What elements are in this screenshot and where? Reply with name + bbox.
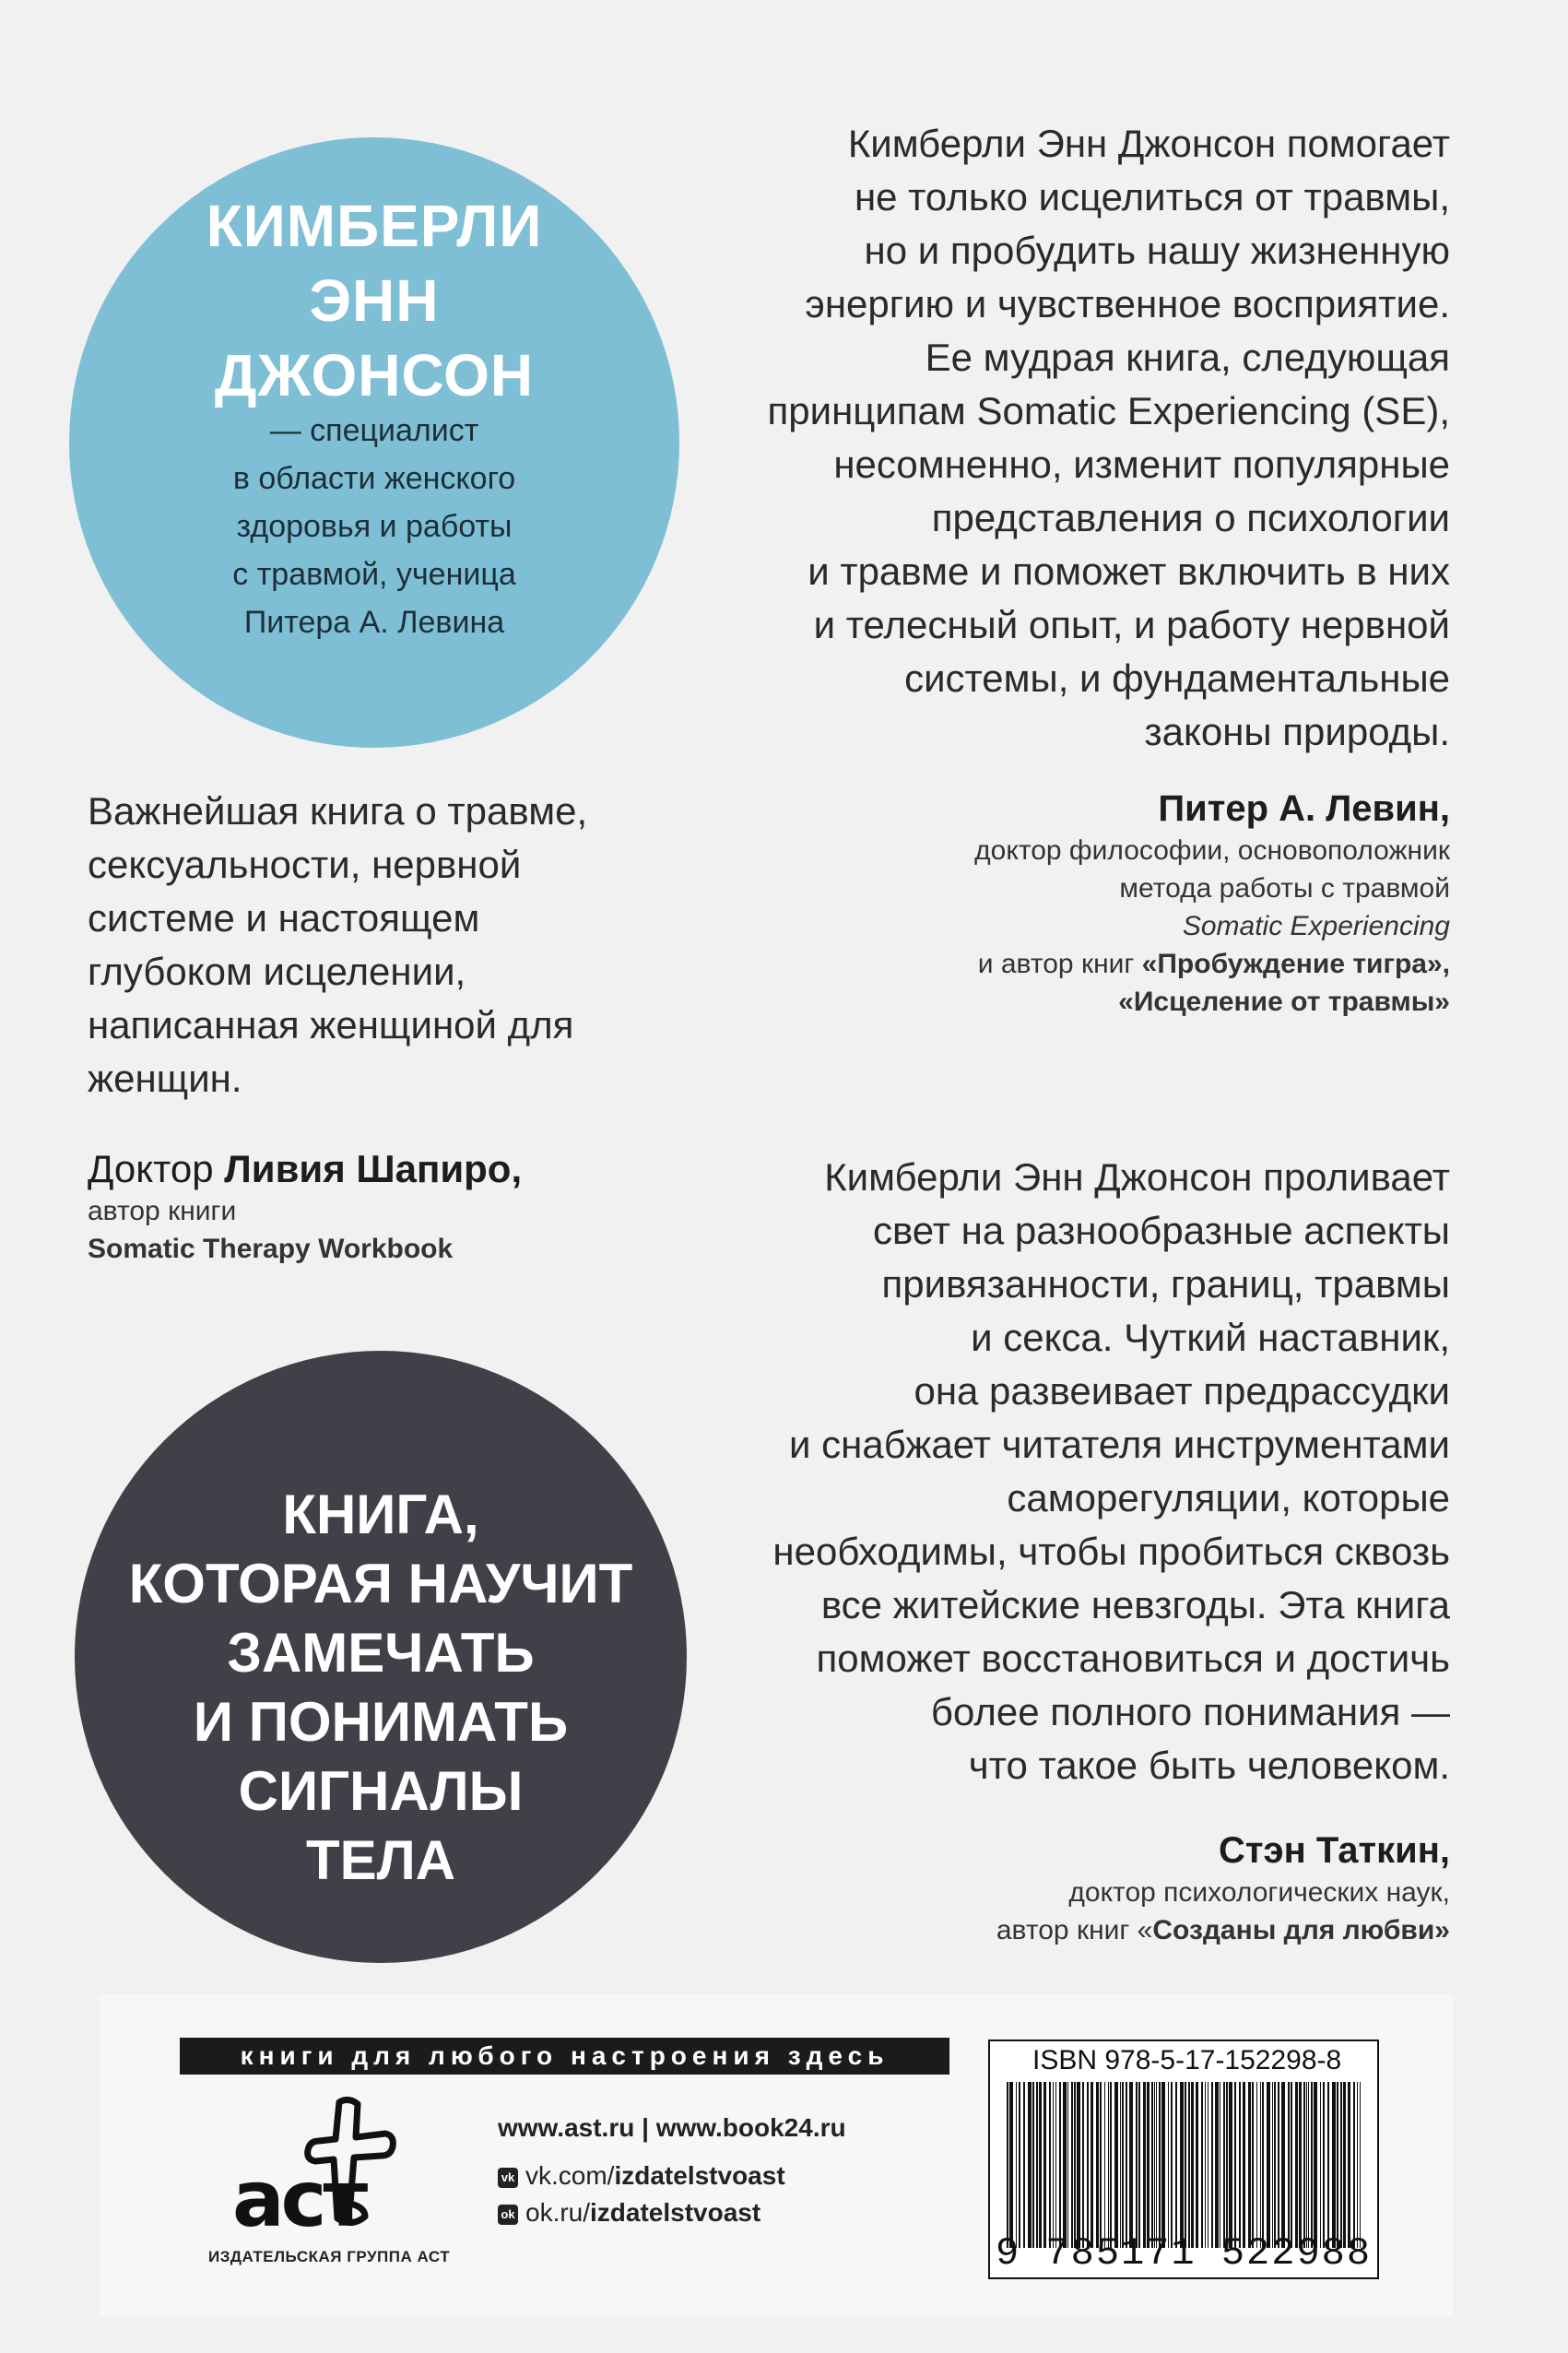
barcode-bar — [1188, 2082, 1190, 2248]
ok-link[interactable] — [498, 2198, 760, 2228]
barcode-bar — [1168, 2082, 1169, 2248]
barcode-bar — [1100, 2082, 1102, 2248]
barcode-bar — [1234, 2082, 1236, 2248]
barcode-bar — [1343, 2082, 1346, 2248]
ast-logo-text: аст — [232, 2154, 365, 2244]
quote-line: и травме и поможет включить в них — [808, 550, 1450, 593]
barcode-bar — [1201, 2082, 1203, 2248]
barcode-bar — [1211, 2082, 1213, 2248]
barcode-bar — [1262, 2082, 1264, 2248]
barcode-bar — [1055, 2082, 1056, 2248]
barcode-bar — [1043, 2082, 1046, 2248]
barcode-bar — [1191, 2082, 1194, 2248]
barcode-bar — [1096, 2082, 1099, 2248]
slogan-line: СИГНАЛЫ — [238, 1760, 524, 1822]
bio-line: — специалист — [269, 413, 479, 448]
barcode-bar — [1122, 2082, 1124, 2248]
slogan-line: ЗАМЕЧАТЬ — [227, 1622, 535, 1684]
attribution-name: Питер А. Левин, — [1158, 788, 1450, 829]
barcode-bar — [1239, 2082, 1241, 2248]
quote-line: но и пробудить нашу жизненную — [864, 229, 1450, 272]
vk-prefix: vk.com/ — [525, 2161, 615, 2190]
barcode-bar — [1007, 2082, 1008, 2248]
ok-icon: ok — [498, 2205, 518, 2225]
quote-shapiro-attribution — [88, 1146, 522, 1268]
barcode-bar — [1360, 2082, 1361, 2248]
quote-line: и секса. Чуткий наставник, — [971, 1316, 1450, 1359]
attribution-line — [996, 1911, 1450, 1949]
quote-line: привязанности, границ, травмы — [881, 1262, 1450, 1306]
quote-line: Кимберли Энн Джонсон помогает — [847, 122, 1450, 165]
barcode-bar — [1159, 2082, 1161, 2248]
barcode-bar — [1272, 2082, 1273, 2248]
barcode-bar — [1114, 2082, 1118, 2248]
barcode-bar — [1205, 2082, 1206, 2248]
barcode-bars — [1003, 2082, 1364, 2248]
barcode-bar — [1108, 2082, 1109, 2248]
attribution-name: Стэн Таткин, — [1219, 1830, 1450, 1871]
barcode-bar — [1175, 2082, 1177, 2248]
barcode-bar — [1161, 2082, 1165, 2248]
attribution-prefix: Доктор — [88, 1147, 225, 1190]
author-name-line: КИМБЕРЛИ — [206, 193, 543, 259]
barcode-bar — [1226, 2082, 1228, 2248]
author-circle — [69, 137, 679, 748]
barcode-bar — [1039, 2082, 1042, 2248]
publisher-sites — [498, 2113, 846, 2143]
attribution-line: автор книги — [88, 1196, 237, 1226]
barcode-bar — [1151, 2082, 1153, 2248]
barcode-bar — [1332, 2082, 1336, 2248]
quote-line: законы природы. — [1144, 710, 1450, 753]
quote-line: принципам Somatic Experiencing (SE), — [767, 389, 1450, 432]
publisher-tagline: книги для любого настроения здесь — [180, 2038, 949, 2075]
quote-line: написанная женщиной для — [88, 1003, 574, 1046]
barcode-bar — [1009, 2082, 1013, 2248]
quote-line: системы, и фундаментальные — [904, 656, 1450, 700]
barcode-bar — [1091, 2082, 1093, 2248]
barcode-bar — [1357, 2082, 1358, 2248]
barcode-bar — [1348, 2082, 1350, 2248]
barcode-bar — [1032, 2082, 1034, 2248]
barcode-bar — [1077, 2082, 1080, 2248]
slogan-line: КОТОРАЯ НАУЧИТ — [128, 1553, 633, 1614]
barcode-bar — [1274, 2082, 1276, 2248]
attribution-line: Somatic Experiencing — [1182, 911, 1450, 941]
barcode-bar — [1185, 2082, 1186, 2248]
barcode-bar — [1311, 2082, 1313, 2248]
quote-line: и телесный опыт, и работу нервной — [813, 603, 1450, 646]
quote-line: саморегуляции, которые — [1007, 1476, 1450, 1519]
quote-tatkin — [772, 1151, 1450, 1792]
barcode-bar — [1138, 2082, 1140, 2248]
barcode-bar — [1223, 2082, 1225, 2248]
barcode-bar — [1126, 2082, 1127, 2248]
barcode-bar — [1256, 2082, 1257, 2248]
barcode-bar — [1215, 2082, 1219, 2248]
slogan-line: И ПОНИМАТЬ — [193, 1691, 569, 1753]
attribution-name — [88, 1146, 522, 1192]
bio-line: в области женского — [232, 461, 516, 496]
barcode-bar — [1260, 2082, 1261, 2248]
slogan-line: КНИГА, — [282, 1484, 479, 1545]
attribution-text: и автор книг — [977, 949, 1142, 979]
barcode-bar — [1143, 2082, 1146, 2248]
author-name-line: ЭНН — [309, 267, 440, 334]
bio-line: Питера А. Левина — [243, 605, 505, 640]
quote-line: глубоком исцелении, — [88, 950, 466, 993]
vk-icon: vk — [498, 2168, 518, 2188]
attribution-line: доктор философии, основоположник — [974, 835, 1450, 866]
barcode-bar — [1327, 2082, 1329, 2248]
barcode-bar — [1323, 2082, 1325, 2248]
bio-line: с травмой, ученица — [232, 557, 516, 592]
barcode-bar — [1314, 2082, 1317, 2248]
barcode-bar — [1303, 2082, 1305, 2248]
book-title: Созданы для любви» — [1152, 1915, 1450, 1945]
quote-line: системе и настоящем — [88, 896, 480, 940]
barcode-bar — [1281, 2082, 1285, 2248]
barcode-bar — [1308, 2082, 1309, 2248]
quote-line: она развеивает предрассудки — [914, 1369, 1450, 1413]
barcode-bar — [1278, 2082, 1279, 2248]
barcode-bar — [1071, 2082, 1073, 2248]
quote-line: несомненно, изменит популярные — [833, 443, 1450, 486]
quote-line: сексуальности, нервной — [88, 843, 522, 886]
attribution-line: доктор психологических наук, — [1068, 1877, 1450, 1908]
attribution-text: автор книг « — [996, 1915, 1153, 1945]
quote-line: энергию и чувственное восприятие. — [805, 282, 1450, 325]
quote-tatkin-attribution — [996, 1827, 1450, 1949]
ast-logo-caption: ИЗДАТЕЛЬСКАЯ ГРУППА АСТ — [208, 2248, 451, 2265]
quote-levine — [768, 117, 1450, 759]
barcode-bar — [1288, 2082, 1290, 2248]
barcode-bar — [1028, 2082, 1032, 2248]
barcode-digits: 9 785171 522988 — [996, 2231, 1373, 2276]
barcode-bar — [1087, 2082, 1089, 2248]
barcode-bar — [1063, 2082, 1067, 2248]
author-bio — [124, 407, 624, 646]
barcode-bar — [1147, 2082, 1149, 2248]
barcode-bar — [1067, 2082, 1068, 2248]
barcode-bar — [1074, 2082, 1076, 2248]
barcode-bar — [1196, 2082, 1198, 2248]
barcode-bar — [1243, 2082, 1245, 2248]
book-title: «Исцеление от травмы» — [1118, 987, 1450, 1017]
barcode-bar — [1267, 2082, 1270, 2248]
barcode-bar — [1156, 2082, 1157, 2248]
barcode-bar — [1016, 2082, 1017, 2248]
barcode-bar — [1053, 2082, 1054, 2248]
barcode-bar — [1154, 2082, 1155, 2248]
attribution-person: Ливия Шапиро, — [224, 1147, 523, 1190]
quote-line: свет на разнообразные аспекты — [872, 1209, 1450, 1252]
barcode-bar — [1049, 2082, 1051, 2248]
quote-line: женщин. — [88, 1057, 242, 1100]
barcode-bar — [1337, 2082, 1338, 2248]
vk-link[interactable] — [498, 2161, 785, 2191]
quote-line: более полного понимания — — [930, 1690, 1450, 1733]
bio-line: здоровья и работы — [236, 509, 513, 544]
attribution-line: метода работы с травмой — [1119, 873, 1450, 904]
quote-line: Кимберли Энн Джонсон проливает — [824, 1155, 1450, 1199]
barcode-bar — [1023, 2082, 1025, 2248]
slogan-circle — [75, 1351, 687, 1963]
quote-line: Важнейшая книга о травме, — [88, 789, 588, 833]
barcode-bar — [1129, 2082, 1133, 2248]
quote-line: что такое быть человеком. — [968, 1744, 1450, 1787]
barcode-bar — [1036, 2082, 1038, 2248]
quote-levine-attribution — [974, 786, 1450, 1021]
barcode-bar — [1295, 2082, 1298, 2248]
author-name-line: ДЖОНСОН — [214, 342, 535, 408]
attribution-line — [974, 945, 1450, 983]
barcode-bar — [1180, 2082, 1184, 2248]
barcode-bar — [1229, 2082, 1232, 2248]
slogan — [75, 1480, 687, 1895]
quote-line: все житейские невзгоды. Эта книга — [820, 1583, 1450, 1626]
quote-line: представления о психологии — [931, 496, 1450, 539]
quote-line: и снабжает читателя инструментами — [789, 1423, 1450, 1466]
isbn-label: ISBN 978-5-17-152298-8 — [1032, 2045, 1342, 2075]
barcode-bar — [1171, 2082, 1173, 2248]
barcode-bar — [1299, 2082, 1302, 2248]
book-title: Somatic Therapy Workbook — [88, 1234, 454, 1264]
slogan-line: ТЕЛА — [305, 1829, 456, 1891]
vk-handle: izdatelstvoast — [614, 2161, 785, 2190]
barcode-bar — [1136, 2082, 1138, 2248]
barcode-bar — [1059, 2082, 1061, 2248]
barcode-bar — [1306, 2082, 1307, 2248]
barcode — [988, 2040, 1379, 2279]
barcode-bar — [1110, 2082, 1112, 2248]
barcode-bar — [1104, 2082, 1105, 2248]
book-title: «Пробуждение тигра», — [1141, 949, 1450, 979]
barcode-bar — [1120, 2082, 1121, 2248]
author-name — [69, 189, 679, 413]
quote-shapiro — [88, 785, 587, 1106]
barcode-bar — [1291, 2082, 1292, 2248]
barcode-bar — [1248, 2082, 1251, 2248]
quote-line: поможет восстановиться и достичь — [816, 1637, 1450, 1680]
barcode-bar — [1340, 2082, 1342, 2248]
barcode-bar — [1353, 2082, 1355, 2248]
quote-line: необходимы, чтобы пробиться сквозь — [772, 1530, 1450, 1573]
barcode-bar — [1320, 2082, 1321, 2248]
barcode-bar — [1252, 2082, 1254, 2248]
quote-line: Ее мудрая книга, следующая — [925, 336, 1450, 379]
barcode-bar — [1082, 2082, 1084, 2248]
publisher-sites-link[interactable]: www.ast.ru | www.book24.ru — [498, 2113, 846, 2142]
quote-line: не только исцелиться от травмы, — [854, 175, 1450, 219]
ok-prefix: ok.ru/ — [525, 2198, 591, 2227]
ok-handle: izdatelstvoast — [590, 2198, 761, 2227]
barcode-bar — [1019, 2082, 1020, 2248]
